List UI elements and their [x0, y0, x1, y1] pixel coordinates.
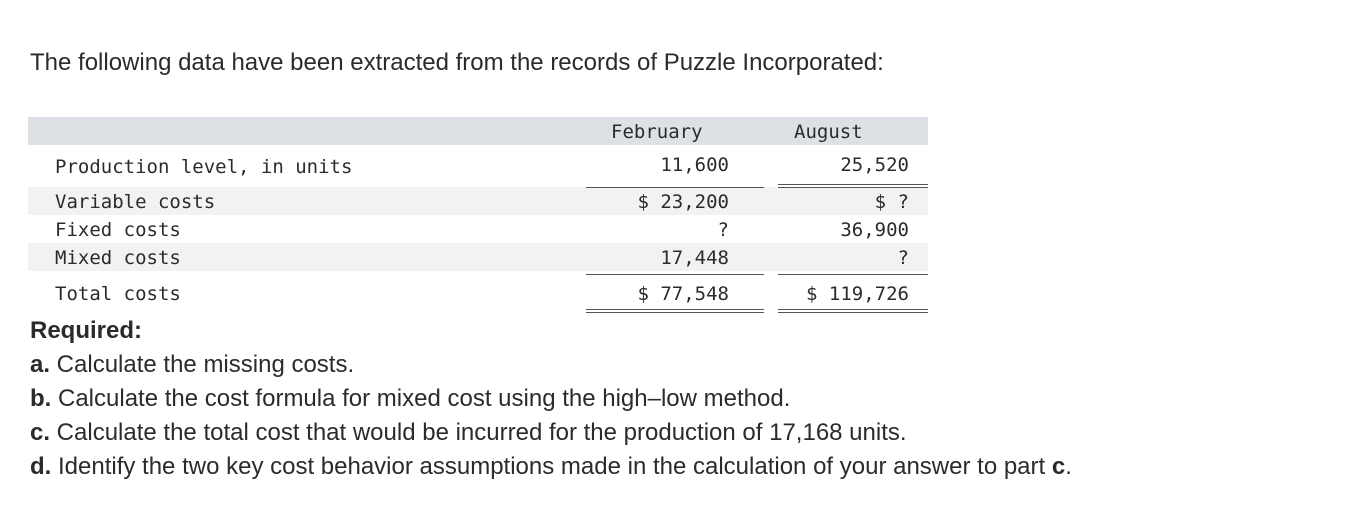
cell-august: $ ?	[874, 191, 909, 213]
table-header-band	[28, 117, 928, 145]
required-item-d	[30, 450, 1072, 484]
required-item-a	[30, 348, 1072, 382]
row-label: Variable costs	[55, 191, 216, 213]
cell-february: 11,600	[660, 154, 729, 176]
item-letter: b.	[30, 385, 52, 412]
cost-data-table	[28, 117, 928, 317]
intro-text: The following data have been extracted from the records of Puzzle Incorporated:	[30, 49, 884, 76]
rule	[778, 184, 928, 185]
item-end: .	[1065, 453, 1072, 480]
rule	[778, 274, 928, 275]
rule	[778, 312, 928, 313]
cell-august: 25,520	[840, 154, 909, 176]
cell-february: $ 77,548	[637, 283, 729, 305]
item-part-ref: c	[1051, 453, 1066, 480]
cell-august: $ 119,726	[806, 283, 909, 305]
required-item-b	[30, 382, 1072, 416]
rule	[586, 312, 764, 313]
item-letter: c.	[30, 419, 51, 446]
row-label: Production level, in units	[55, 156, 353, 178]
rule	[778, 187, 928, 188]
item-letter: a.	[30, 351, 51, 378]
cell-february: 17,448	[660, 247, 729, 269]
cell-august: ?	[897, 247, 909, 269]
row-label: Mixed costs	[55, 247, 181, 269]
required-section	[30, 314, 1072, 484]
item-letter: d.	[30, 453, 52, 480]
required-title: Required:	[30, 317, 143, 344]
cell-august: 36,900	[840, 219, 909, 241]
item-text: Calculate the cost formula for mixed cost using the high–low method.	[51, 385, 791, 412]
required-item-c	[30, 416, 1072, 450]
cell-february: ?	[717, 219, 729, 241]
rule	[778, 309, 928, 310]
rule	[586, 187, 764, 188]
row-label: Total costs	[55, 283, 181, 305]
rule	[586, 309, 764, 310]
item-text: Calculate the total cost that would be incurred for the production of 17,168 units.	[50, 419, 907, 446]
rule	[586, 274, 764, 275]
header-august: August	[794, 121, 863, 143]
row-label: Fixed costs	[55, 219, 181, 241]
cell-february: $ 23,200	[637, 191, 729, 213]
item-text: Calculate the missing costs.	[50, 351, 355, 378]
item-text: Identify the two key cost behavior assumptions made in the calculation of your answer to part	[51, 453, 1052, 480]
header-february: February	[611, 121, 703, 143]
